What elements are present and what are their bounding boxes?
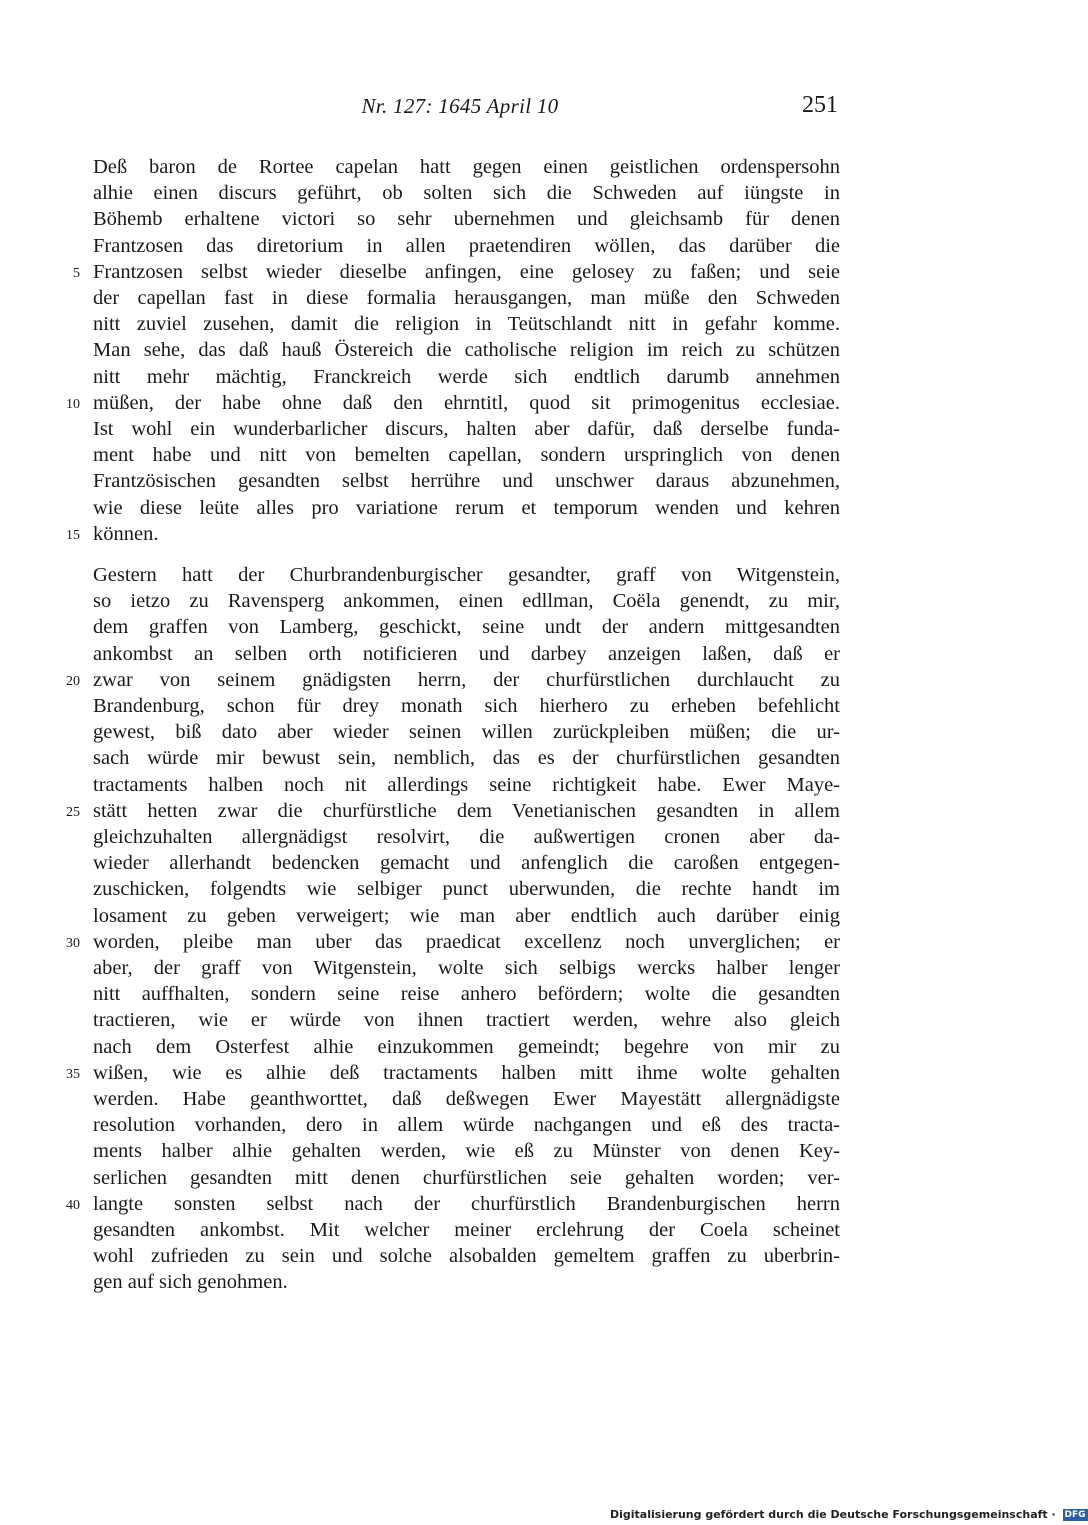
text-line: ankombst an selben orth notificieren und darbey anzeigen laßen, daß er xyxy=(93,642,840,665)
text-line: Man sehe, das daß hauß Östereich die catholische religion im reich zu schützen xyxy=(93,339,840,362)
line-number: 25 xyxy=(66,804,80,820)
text-line: tractieren, wie er würde von ihnen tractiert werden, wehre also gleich xyxy=(93,1009,840,1032)
text-line: langte sonsten selbst nach der churfürstlich Brandenburgischen herrn xyxy=(93,1192,840,1215)
text-line: Brandenburg, schon für drey monath sich hierhero zu erheben befehlicht xyxy=(93,695,840,717)
text-line: gleichzuhalten allergnädigst resolvirt, die außwertigen cronen aber da- xyxy=(93,826,840,848)
text-line: sach würde mir bewust sein, nemblich, das es der churfürstlichen gesandten xyxy=(93,747,840,770)
line-number: 5 xyxy=(73,265,80,281)
text-line: nach dem Osterfest alhie einzukommen gemeindt; begehre von mir zu xyxy=(93,1035,840,1058)
text-line: zuschicken, folgendts wie selbiger punct uberwunden, die rechte handt im xyxy=(93,878,840,901)
text-line: wie diese leüte alles pro variatione rerum et temporum wenden und kehren xyxy=(93,496,840,519)
text-line: nitt zuviel zusehen, damit die religion in Teütschlandt nitt in gefahr komme. xyxy=(93,313,840,336)
text-line: Frantzosen das diretorium in allen praetendiren wöllen, das darüber die xyxy=(93,234,840,257)
text-line: gewest, biß dato aber wieder seinen willen zurückpleiben müßen; die ur- xyxy=(93,721,840,744)
line-number: 15 xyxy=(66,527,80,543)
text-line: dem graffen von Lamberg, geschickt, seine undt der andern mittgesandten xyxy=(93,616,840,639)
page-number: 251 xyxy=(802,92,838,118)
text-line: resolution vorhanden, dero in allem würde nachgangen und eß des tracta- xyxy=(93,1114,840,1137)
text-line: Frantzösischen gesandten selbst herrühre und unschwer daraus abzunehmen, xyxy=(93,470,840,493)
text-line: alhie einen discurs geführt, ob solten sich die Schweden auf iüngste in xyxy=(93,182,840,205)
footer-credit xyxy=(610,1508,1086,1521)
footer-credit-text: Digitalisierung gefördert durch die Deutsche Forschungsgemeinschaft · xyxy=(610,1508,1056,1521)
text-line: nitt mehr mächtig, Franckreich werde sich endtlich darumb annehmen xyxy=(93,365,840,388)
text-line: stätt hetten zwar die churfürstliche dem Venetianischen gesandten in allem xyxy=(93,799,840,822)
dfg-logo-icon: DFG xyxy=(1064,1510,1086,1520)
text-line: tractaments halben noch nit allerdings seine richtigkeit habe. Ewer Maye- xyxy=(93,773,840,796)
text-line: müßen, der habe ohne daß den ehrntitl, quod sit primogenitus ecclesiae. xyxy=(93,391,840,414)
text-line: Ist wohl ein wunderbarlicher discurs, halten aber dafür, daß derselbe funda- xyxy=(93,418,840,440)
line-number: 35 xyxy=(66,1066,80,1082)
text-line: aber, der graff von Witgenstein, wolte sich selbigs wercks halber lenger xyxy=(93,957,840,979)
text-line: Gestern hatt der Churbrandenburgischer gesandter, graff von Witgenstein, xyxy=(93,564,840,586)
text-line: zwar von seinem gnädigsten herrn, der churfürstlichen durchlaucht zu xyxy=(93,668,840,691)
line-number: 20 xyxy=(66,673,80,689)
text-line: Böhemb erhaltene victori so sehr ubernehmen und gleichsamb für denen xyxy=(93,208,840,231)
text-line: gesandten ankombst. Mit welcher meiner erclehrung der Coela scheinet xyxy=(93,1219,840,1241)
text-line: worden, pleibe man uber das praedicat excellenz noch unverglichen; er xyxy=(93,930,840,953)
line-number: 40 xyxy=(66,1197,80,1213)
text-line: so ietzo zu Ravensperg ankommen, einen edllman, Coëla genendt, zu mir, xyxy=(93,590,840,613)
text-line: können. xyxy=(93,522,159,545)
text-line: Frantzosen selbst wieder dieselbe anfingen, eine gelosey zu faßen; und seie xyxy=(93,260,840,283)
text-line: der capellan fast in diese formalia herausgangen, man müße den Schweden xyxy=(93,287,840,309)
running-header-title: Nr. 127: 1645 April 10 xyxy=(361,94,559,118)
text-line: losament zu geben verweigert; wie man aber endtlich auch darüber einig xyxy=(93,904,840,927)
text-line: ments halber alhie gehalten werden, wie eß zu Münster von denen Key- xyxy=(93,1140,840,1163)
line-number: 10 xyxy=(66,396,80,412)
text-line: ment habe und nitt von bemelten capellan, sondern urspringlich von denen xyxy=(93,444,840,467)
text-line: werden. Habe geanthworttet, daß deßwegen Ewer Mayestätt allergnädigste xyxy=(93,1088,840,1110)
text-line: nitt auffhalten, sondern seine reise anhero befördern; wolte die gesandten xyxy=(93,983,840,1006)
text-line: gen auf sich genohmen. xyxy=(93,1271,288,1294)
line-number: 30 xyxy=(66,935,80,951)
text-line: serlichen gesandten mitt denen churfürstlichen seie gehalten worden; ver- xyxy=(93,1166,840,1189)
text-line: wohl zufrieden zu sein und solche alsobalden gemeltem graffen zu uberbrin- xyxy=(93,1245,840,1268)
text-line: wieder allerhandt bedencken gemacht und anfenglich die caroßen entgegen- xyxy=(93,852,840,875)
text-line: Deß baron de Rortee capelan hatt gegen einen geistlichen ordenspersohn xyxy=(93,156,840,178)
text-line: wißen, wie es alhie deß tractaments halben mitt ihme wolte gehalten xyxy=(93,1061,840,1084)
